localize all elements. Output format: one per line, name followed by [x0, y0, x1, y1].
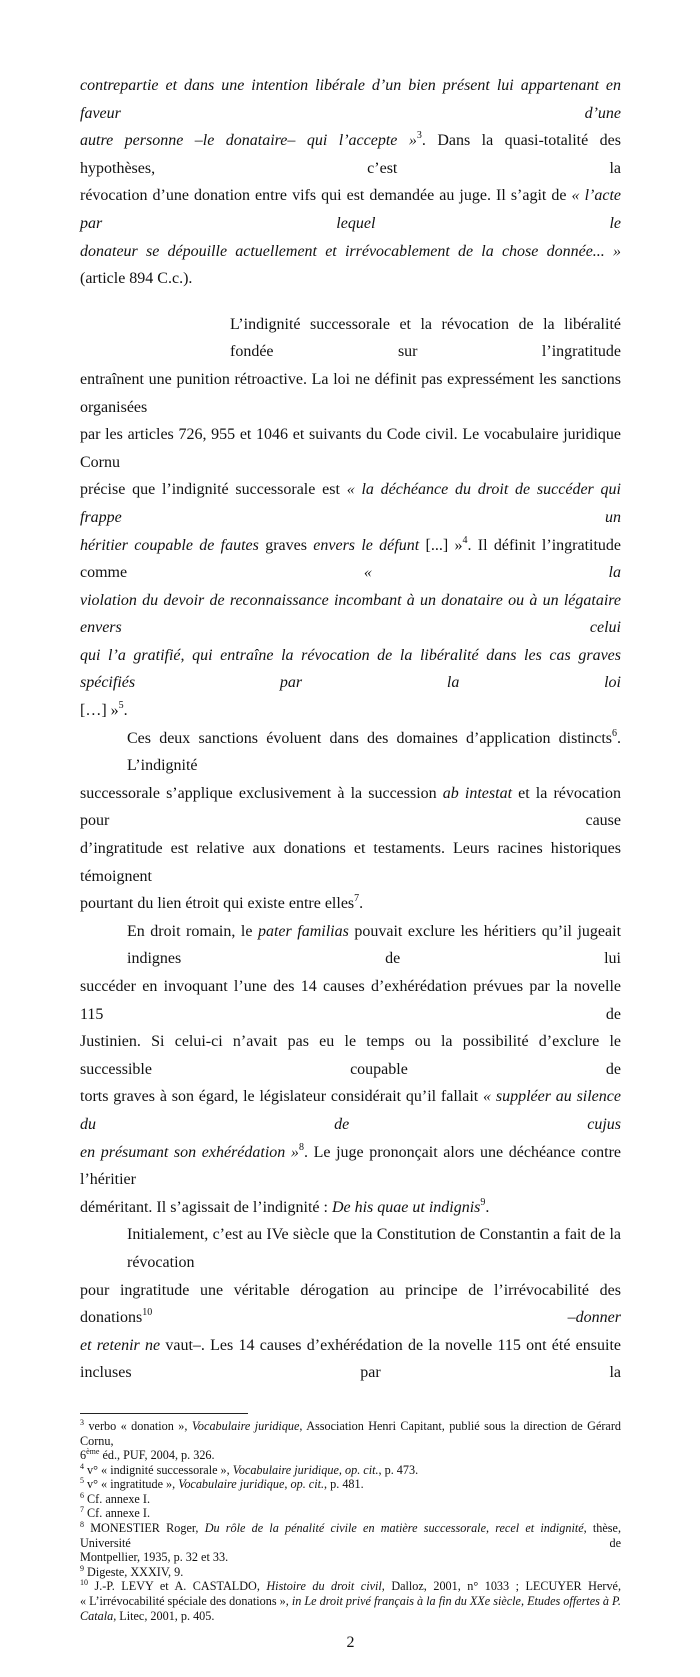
- italic-text: « l’acte par lequel le: [80, 187, 622, 232]
- text-line: [80, 476, 621, 531]
- text-segment: , p. 481.: [324, 1477, 364, 1492]
- footnote-reference: 4: [462, 534, 468, 546]
- text-line: [80, 835, 621, 890]
- text-line: [80, 1419, 621, 1448]
- footnote-reference: 5: [80, 1476, 84, 1486]
- italic-text: contrepartie et dans une intention libérale d’un bien présent lui appartenant en faveur d’une: [80, 77, 621, 122]
- text-line: [80, 238, 621, 293]
- text-line: [80, 421, 621, 476]
- text-line: [80, 1594, 621, 1609]
- paragraph: [80, 918, 621, 1222]
- text-line: [80, 1506, 621, 1521]
- footnote-reference: 10: [142, 1307, 153, 1319]
- italic-text: autre personne –le donataire– qui l’accepte »: [80, 132, 417, 150]
- footnote: [80, 1492, 621, 1507]
- text-line: [80, 1609, 621, 1624]
- paragraph: [80, 1221, 621, 1387]
- footnote-reference: 10: [80, 1578, 88, 1588]
- text-line: [80, 642, 621, 697]
- italic-text: qui l’a gratifié, qui entraîne la révocation de la libéralité dans les cas graves spécifiés par la loi: [80, 646, 621, 692]
- footnote-reference: 7: [80, 1505, 84, 1515]
- footnote-reference: ème: [86, 1447, 100, 1457]
- text-segment: et la révocation pour cause: [80, 784, 621, 830]
- italic-text: « la: [363, 564, 621, 582]
- italic-text: Vocabulaire juridique: [178, 1477, 285, 1492]
- text-line: [80, 1139, 621, 1194]
- text-line: [80, 311, 621, 366]
- text-segment: [152, 1309, 567, 1326]
- text-line: [80, 1579, 621, 1594]
- text-line: [80, 1083, 621, 1138]
- text-segment: pourtant du lien étroit qui existe entre elles: [80, 895, 355, 913]
- text-segment: .: [359, 895, 364, 913]
- text-segment: L’indignité successorale et la révocation de la libéralité fondée sur l’ingratitude: [230, 315, 621, 361]
- text-line: [80, 127, 621, 182]
- footnote: [80, 1463, 621, 1478]
- footnote: [80, 1419, 621, 1463]
- text-line: [80, 890, 621, 918]
- text-line: [80, 1028, 621, 1083]
- text-segment: Justinien. Si celui-ci n’avait pas eu le temps ou la possibilité d’exclure le successible coupable de: [80, 1033, 621, 1078]
- footnote: [80, 1521, 621, 1565]
- text-segment: . Il définit l’ingratitude comme: [80, 536, 622, 582]
- text-segment: . Dans la quasi-totalité des hypothèses, c’est la: [80, 132, 621, 177]
- text-segment: graves: [258, 536, 314, 554]
- text-segment: Cf. annexe I.: [84, 1506, 150, 1521]
- text-segment: révocation d’une donation entre vifs qui est demandée au juge. Il s’agit de: [80, 187, 572, 205]
- text-segment: par les articles 726, 955 et 1046 et suivants du Code civil. Le vocabulaire juridique Cornu: [80, 426, 621, 471]
- paragraph: [80, 72, 621, 293]
- body-text: [80, 72, 621, 1387]
- footnote: [80, 1477, 621, 1492]
- italic-text: in Le droit privé français à la fin du XXe siècle, Etudes offertes à P.: [291, 1594, 621, 1609]
- footnote-reference: 8: [80, 1520, 84, 1530]
- text-line: [80, 1448, 621, 1463]
- paragraph: [80, 311, 621, 725]
- footnote: [80, 1506, 621, 1521]
- text-segment: successorale s’applique exclusivement à la succession: [80, 784, 443, 802]
- text-segment: v° « indignité successorale »,: [84, 1462, 233, 1477]
- text-segment: MONESTIER Roger,: [84, 1521, 205, 1536]
- text-line: [80, 1477, 621, 1492]
- text-segment: Cf. annexe I.: [84, 1491, 150, 1506]
- text-segment: éd., PUF, 2004, p. 326.: [99, 1448, 215, 1463]
- text-segment: [...] »: [419, 536, 463, 554]
- text-line: [80, 587, 621, 642]
- text-line: [80, 1332, 621, 1387]
- text-segment: (article 894 C.c.).: [80, 270, 193, 288]
- italic-text: envers le défunt: [313, 536, 420, 554]
- text-segment: , Litec, 2001, p. 405.: [113, 1608, 215, 1623]
- text-segment: pour ingratitude une véritable dérogation au principe de l’irrévocabilité des donations: [80, 1281, 621, 1327]
- italic-text: « suppléer au silence du de cujus: [80, 1088, 621, 1133]
- text-segment: v° « ingratitude »,: [84, 1477, 179, 1492]
- text-segment: , Association Henri Capitant, publié sous la direction de Gérard Cornu,: [80, 1418, 621, 1448]
- footnote-reference: 9: [480, 1196, 486, 1208]
- text-segment: torts graves à son égard, le législateur considérait qu’il fallait: [80, 1088, 484, 1106]
- italic-text: donateur se dépouille actuellement et irrévocablement de la chose donnée... »: [80, 242, 621, 260]
- footnote-reference: 8: [298, 1141, 304, 1153]
- paragraph: [80, 725, 621, 918]
- text-line: [80, 1277, 621, 1332]
- text-segment: .: [485, 1198, 490, 1216]
- text-segment: précise que l’indignité successorale est: [80, 481, 347, 499]
- text-line: [80, 973, 621, 1028]
- italic-text: Histoire du droit civil: [266, 1579, 382, 1594]
- text-segment: . L’indignité: [127, 729, 621, 775]
- text-line: [80, 366, 621, 421]
- text-segment: déméritant. Il s’agissait de l’indignité :: [80, 1198, 332, 1216]
- text-segment: En droit romain, le: [127, 922, 258, 940]
- text-segment: vaut–. Les 14 causes d’exhérédation de la novelle 115 ont été ensuite incluses par la: [80, 1336, 622, 1382]
- text-line: [80, 1565, 621, 1580]
- text-segment: […] »: [80, 702, 119, 720]
- text-segment: « L’irrévocabilité spéciale des donations »,: [80, 1594, 292, 1609]
- text-line: [80, 1463, 621, 1478]
- italic-text: pater familias: [257, 922, 349, 940]
- footnote-reference: 4: [80, 1461, 84, 1471]
- text-segment: entraînent une punition rétroactive. La loi ne définit pas expressément les sanctions organisées: [80, 370, 621, 416]
- text-line: [80, 725, 621, 780]
- footnote-reference: 9: [80, 1563, 84, 1573]
- text-segment: , thèse, Université de: [80, 1521, 621, 1550]
- text-line: [80, 697, 621, 725]
- footnote: [80, 1565, 621, 1580]
- footnote-reference: 3: [80, 1417, 84, 1427]
- italic-text: Catala: [80, 1608, 114, 1623]
- text-line: [80, 532, 621, 587]
- italic-text: Vocabulaire juridique, op. cit.: [232, 1462, 379, 1477]
- footnote-reference: 6: [80, 1490, 84, 1500]
- text-segment: J.-P. LEVY et A. CASTALDO,: [88, 1579, 267, 1594]
- text-line: [80, 1221, 621, 1276]
- text-segment: ,: [284, 1477, 291, 1492]
- italic-text: en présumant son exhérédation »: [80, 1143, 299, 1161]
- footnote-reference: 3: [416, 130, 422, 142]
- text-line: [80, 780, 621, 835]
- italic-text: op. cit.: [290, 1477, 325, 1492]
- text-line: [80, 182, 621, 237]
- footnotes: [80, 1419, 621, 1623]
- text-segment: . Le juge prononçait alors une déchéance contre l’héritier: [80, 1143, 621, 1189]
- italic-text: « la déchéance du droit de succéder qui frappe un: [80, 481, 622, 526]
- text-segment: Ces deux sanctions évoluent dans des domaines d’application distincts: [127, 729, 612, 747]
- text-line: [80, 918, 621, 973]
- italic-text: –donner: [567, 1309, 621, 1327]
- text-segment: Initialement, c’est au IVe siècle que la Constitution de Constantin a fait de la révocation: [127, 1226, 621, 1271]
- footnote: [80, 1579, 621, 1623]
- footnote-separator: [80, 1413, 248, 1414]
- text-line: [80, 1194, 621, 1222]
- text-segment: Digeste, XXXIV, 9.: [84, 1564, 184, 1579]
- text-segment: succéder en invoquant l’une des 14 causes d’exhérédation prévues par la novelle 115 de: [80, 978, 621, 1023]
- italic-text: De his quae ut indignis: [331, 1198, 481, 1216]
- text-segment: , p. 473.: [378, 1462, 419, 1477]
- text-line: [80, 1492, 621, 1507]
- text-line: [80, 1521, 621, 1550]
- footnote-reference: 7: [354, 893, 360, 905]
- page-number: 2: [346, 1634, 355, 1652]
- italic-text: héritier coupable de fautes: [80, 536, 259, 554]
- text-segment: , Dalloz, 2001, n° 1033 ; LECUYER Hervé,: [381, 1579, 621, 1594]
- footnote-reference: 5: [118, 700, 124, 712]
- italic-text: Du rôle de la pénalité civile en matière successorale, recel et indignité: [204, 1521, 584, 1536]
- italic-text: Vocabulaire juridique: [191, 1418, 300, 1433]
- italic-text: ab intestat: [442, 784, 513, 802]
- text-line: [80, 72, 621, 127]
- italic-text: et retenir ne: [80, 1336, 161, 1354]
- text-segment: 6: [80, 1448, 87, 1463]
- text-segment: Montpellier, 1935, p. 32 et 33.: [80, 1550, 229, 1565]
- italic-text: violation du devoir de reconnaissance incombant à un donataire ou à un légataire envers celui: [80, 591, 621, 637]
- footnote-reference: 6: [612, 727, 617, 739]
- text-segment: verbo « donation »,: [84, 1418, 192, 1433]
- text-segment: d’ingratitude est relative aux donations et testaments. Leurs racines historiques témoignent: [80, 840, 621, 885]
- text-segment: pouvait exclure les héritiers qu’il jugeait indignes de lui: [127, 922, 622, 968]
- text-segment: .: [123, 702, 128, 720]
- text-line: [80, 1550, 621, 1565]
